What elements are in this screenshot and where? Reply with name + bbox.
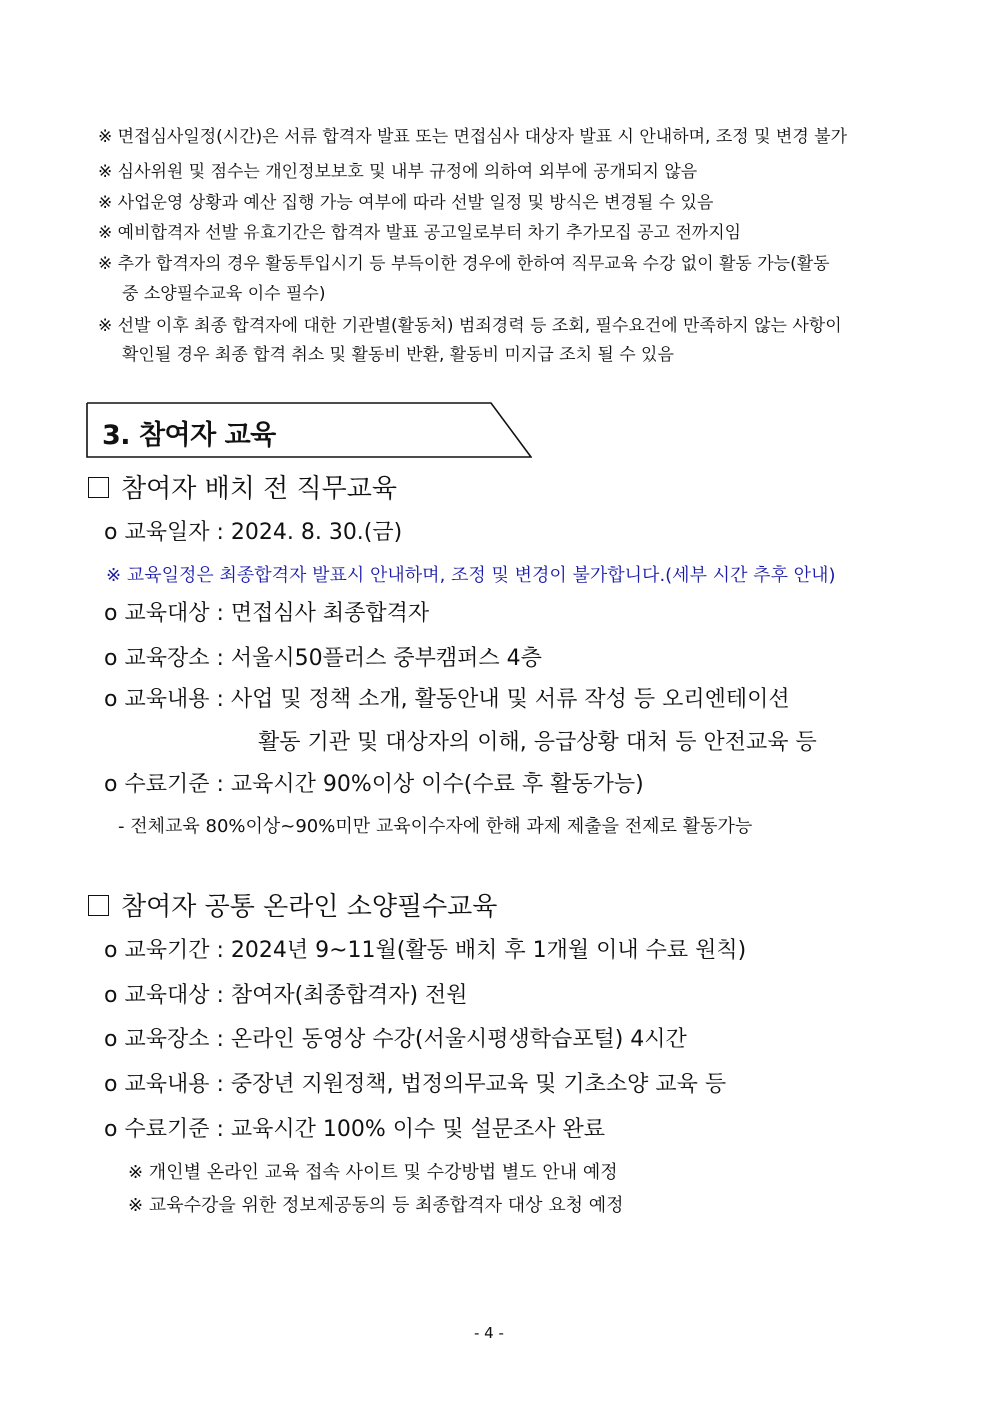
sub-heading-title: 참여자 공통 온라인 소양필수교육 xyxy=(121,892,498,922)
page-number: - 4 - xyxy=(474,1324,504,1342)
item-training-criteria: o 수료기준 : 교육시간 90%이상 이수(수료 후 활동가능) xyxy=(104,772,644,797)
checkbox-square-icon xyxy=(88,895,109,916)
checkbox-square-icon xyxy=(88,477,109,498)
note-info-consent: ※ 교육수강을 위한 정보제공동의 등 최종합격자 대상 요청 예정 xyxy=(128,1195,624,1216)
note-additional-pass xyxy=(98,249,830,274)
item-training-target: o 교육대상 : 면접심사 최종합격자 xyxy=(104,601,430,626)
note-additional-pass-cont xyxy=(122,279,326,304)
note-judges-scores xyxy=(98,157,697,182)
item-online-place: o 교육장소 : 온라인 동영상 수강(서울시평생학습포털) 4시간 xyxy=(104,1027,687,1052)
item-training-content-cont: 활동 기관 및 대상자의 이해, 응급상황 대처 등 안전교육 등 xyxy=(258,730,817,755)
note-interview-schedule xyxy=(98,122,847,147)
note-line: ※ 추가 합격자의 경우 활동투입시기 등 부득이한 경우에 한하여 직무교육 수강 없이 활동 가능(활동 xyxy=(98,254,830,274)
sub-heading-title: 참여자 배치 전 직무교육 xyxy=(121,474,397,504)
note-background-check xyxy=(98,311,842,336)
item-online-criteria: o 수료기준 : 교육시간 100% 이수 및 설문조사 완료 xyxy=(104,1117,605,1142)
item-training-content: o 교육내용 : 사업 및 정책 소개, 활동안내 및 서류 작성 등 오리엔테이션 xyxy=(104,687,790,712)
note-line: ※ 선발 이후 최종 합격자에 대한 기관별(활동처) 범죄경력 등 조회, 필수요건에 만족하지 않는 사항이 xyxy=(98,316,842,336)
section-header xyxy=(86,402,532,457)
note-background-check-cont xyxy=(122,340,674,365)
note-budget-change xyxy=(98,188,713,213)
blue-note-schedule: ※ 교육일정은 최종합격자 발표시 안내하며, 조정 및 변경이 불가합니다.(세부 시간 추후 안내) xyxy=(106,565,836,586)
item-training-place: o 교육장소 : 서울시50플러스 중부캠퍼스 4층 xyxy=(104,646,542,671)
section-title: 3. 참여자 교육 xyxy=(102,420,276,451)
sub-heading-job-training xyxy=(88,468,397,505)
item-training-date: o 교육일자 : 2024. 8. 30.(금) xyxy=(104,520,403,545)
note-reserve-validity xyxy=(98,218,741,243)
item-online-target: o 교육대상 : 참여자(최종합격자) 전원 xyxy=(104,983,468,1008)
note-line: ※ 예비합격자 선발 유효기간은 합격자 발표 공고일로부터 차기 추가모집 공고 전까지임 xyxy=(98,223,742,243)
note-line: ※ 사업운영 상황과 예산 집행 가능 여부에 따라 선발 일정 및 방식은 변경될 수 있음 xyxy=(98,193,714,213)
note-online-site: ※ 개인별 온라인 교육 접속 사이트 및 수강방법 별도 안내 예정 xyxy=(128,1162,618,1183)
note-line: ※ 심사위원 및 점수는 개인정보보호 및 내부 규정에 의하여 외부에 공개되지 않음 xyxy=(98,162,698,182)
sub-heading-online-training xyxy=(88,886,497,923)
item-online-period: o 교육기간 : 2024년 9~11월(활동 배치 후 1개월 이내 수료 원칙) xyxy=(104,938,747,963)
note-line: 중 소양필수교육 이수 필수) xyxy=(122,284,326,304)
dash-partial-completion: - 전체교육 80%이상~90%미만 교육이수자에 한해 과제 제출을 전제로 활동가능 xyxy=(118,816,753,837)
note-line: ※ 면접심사일정(시간)은 서류 합격자 발표 또는 면접심사 대상자 발표 시 안내하며, 조정 및 변경 불가 xyxy=(98,127,848,147)
item-online-content: o 교육내용 : 중장년 지원정책, 법정의무교육 및 기초소양 교육 등 xyxy=(104,1072,727,1097)
note-line: 확인될 경우 최종 합격 취소 및 활동비 반환, 활동비 미지급 조치 될 수 있음 xyxy=(122,345,674,365)
